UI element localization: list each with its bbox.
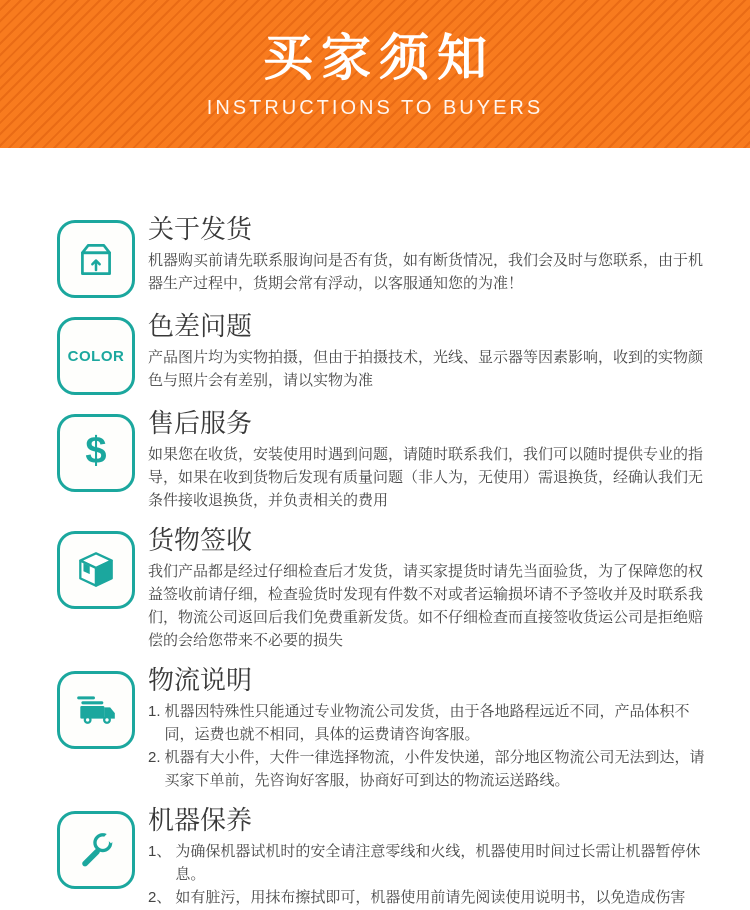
dollar-icon	[57, 414, 135, 492]
section-body: 机器购买前请先联系服询问是否有货，如有断货情况，我们会及时与您联系，由于机器生产过程中，货期会常有浮动，以客服通知您的为准！	[148, 252, 704, 292]
section-body: 我们产品都是经过仔细检查后才发货，请买家提货时请先当面验货，为了保障您的权益签收前请仔细，检查验货时发现有件数不对或者运输损坏请不予签收并及时联系我们，物流公司返回后我们免费重新发货。如不仔细检查而直接签收货运公司是拒绝赔偿的会给您带来不必要的损失	[148, 563, 704, 649]
list-text: 为确保机器试机时的安全请注意零线和火线，机器使用时间过长需让机器暂停休息。	[175, 843, 701, 883]
section-shipping	[57, 213, 712, 298]
page-title: 买家须知	[263, 30, 495, 86]
section-logistics	[57, 664, 712, 792]
page-subtitle: INSTRUCTIONS TO BUYERS	[206, 97, 544, 119]
box-3d-icon	[57, 531, 135, 609]
list-marker: 2.	[148, 749, 161, 766]
section-color-difference	[57, 310, 712, 395]
section-title: 关于发货	[148, 214, 253, 244]
notice-sections	[0, 148, 750, 909]
section-title: 物流说明	[148, 665, 253, 695]
wrench-icon	[57, 811, 135, 889]
list-text: 机器有大小件，大件一律选择物流，小件发快递，部分地区物流公司无法到达，请买家下单前，先咨询好客服，协商好可到达的物流运送路线。	[164, 749, 705, 789]
section-title: 机器保养	[148, 805, 253, 835]
list-item	[148, 840, 712, 886]
header-banner	[0, 0, 750, 148]
section-title: 售后服务	[148, 408, 253, 438]
section-goods-receipt	[57, 524, 712, 652]
list-marker: 1、	[148, 843, 172, 860]
truck-icon	[57, 671, 135, 749]
section-maintenance	[57, 804, 712, 909]
section-body: 如果您在收货，安装使用时遇到问题，请随时联系我们，我们可以随时提供专业的指导，如果在收到货物后发现有质量问题（非人为，无使用）需退换货，经确认我们无条件接收退换货，并负责相关的费用	[148, 446, 704, 509]
color-badge-label: COLOR	[67, 347, 125, 365]
list-item	[148, 700, 712, 746]
section-after-sales	[57, 407, 712, 512]
package-arrow-icon	[57, 220, 135, 298]
list-item	[148, 886, 712, 909]
list-text: 如有脏污，用抹布擦拭即可，机器使用前请先阅读使用说明书，以免造成伤害	[175, 889, 686, 906]
list-marker: 2、	[148, 889, 172, 906]
list-marker: 1.	[148, 703, 161, 720]
color-badge-icon	[57, 317, 135, 395]
list-text: 机器因特殊性只能通过专业物流公司发货，由于各地路程远近不同，产品体积不同，运费也就不相同，具体的运费请咨询客服。	[164, 703, 690, 743]
list-item	[148, 746, 712, 792]
section-title: 色差问题	[148, 311, 253, 341]
section-title: 货物签收	[148, 525, 253, 555]
section-body: 产品图片均为实物拍摄，但由于拍摄技术，光线、显示器等因素影响，收到的实物颜色与照片会有差别，请以实物为准	[148, 349, 704, 389]
dollar-icon-glyph: $	[85, 430, 107, 472]
